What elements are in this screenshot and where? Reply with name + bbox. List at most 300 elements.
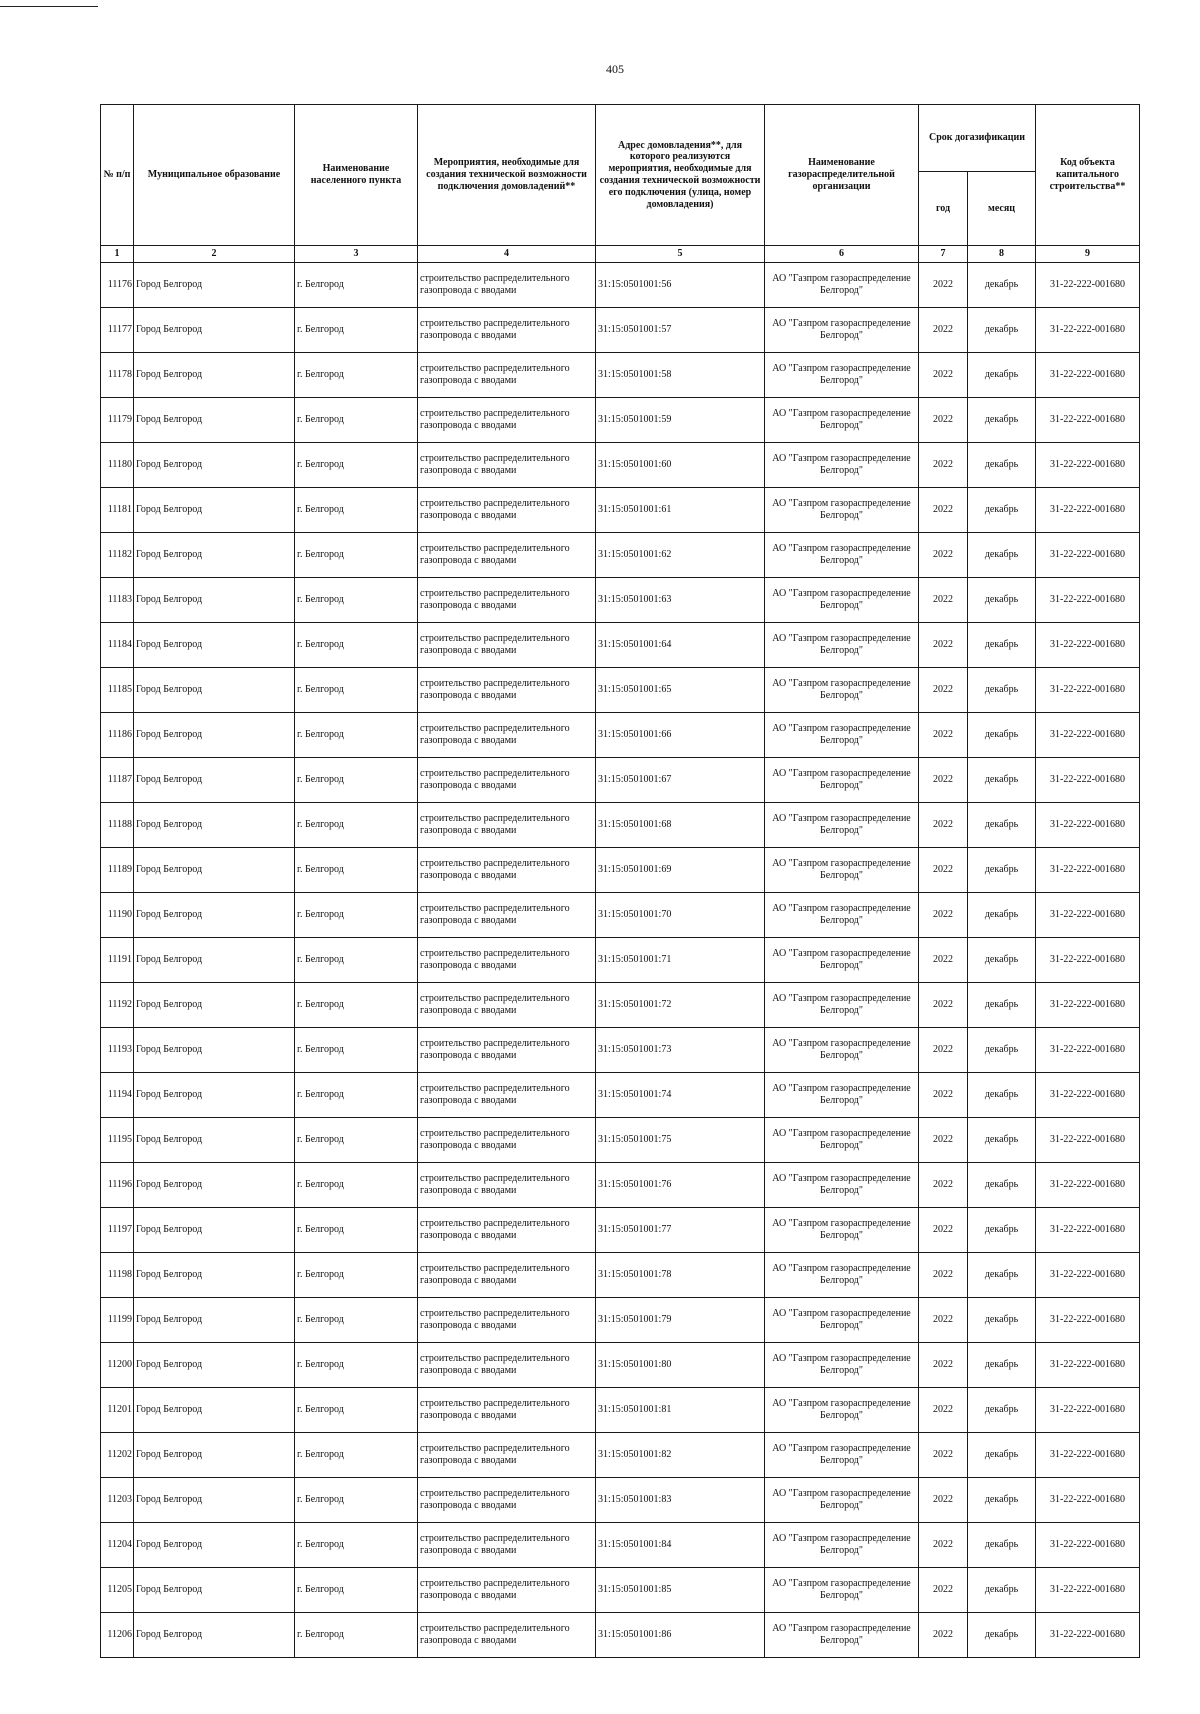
municipality-cell: Город Белгород <box>134 1028 295 1073</box>
municipality-cell: Город Белгород <box>134 893 295 938</box>
municipality-cell: Город Белгород <box>134 1118 295 1163</box>
header-num: № п/п <box>101 105 134 246</box>
organization-cell: АО "Газпром газораспределение Белгород" <box>765 758 919 803</box>
settlement-cell: г. Белгород <box>295 1568 418 1613</box>
column-number: 6 <box>765 246 919 263</box>
address-cell: 31:15:0501001:77 <box>596 1208 765 1253</box>
measures-cell: строительство распределительного газопровода с вводами <box>418 668 596 713</box>
measures-cell: строительство распределительного газопровода с вводами <box>418 398 596 443</box>
settlement-cell: г. Белгород <box>295 983 418 1028</box>
municipality-cell: Город Белгород <box>134 1523 295 1568</box>
code-cell: 31-22-222-001680 <box>1036 1433 1140 1478</box>
municipality-cell: Город Белгород <box>134 398 295 443</box>
settlement-cell: г. Белгород <box>295 623 418 668</box>
address-cell: 31:15:0501001:62 <box>596 533 765 578</box>
year-cell: 2022 <box>919 623 968 668</box>
settlement-cell: г. Белгород <box>295 398 418 443</box>
column-number: 5 <box>596 246 765 263</box>
address-cell: 31:15:0501001:68 <box>596 803 765 848</box>
table-row <box>101 1208 1140 1253</box>
year-cell: 2022 <box>919 758 968 803</box>
row-number: 11194 <box>101 1073 134 1118</box>
month-cell: декабрь <box>968 1568 1036 1613</box>
year-cell: 2022 <box>919 578 968 623</box>
month-cell: декабрь <box>968 533 1036 578</box>
municipality-cell: Город Белгород <box>134 758 295 803</box>
table-row <box>101 623 1140 668</box>
address-cell: 31:15:0501001:84 <box>596 1523 765 1568</box>
page-number: 405 <box>606 62 624 76</box>
address-cell: 31:15:0501001:71 <box>596 938 765 983</box>
organization-cell: АО "Газпром газораспределение Белгород" <box>765 1613 919 1658</box>
municipality-cell: Город Белгород <box>134 803 295 848</box>
organization-cell: АО "Газпром газораспределение Белгород" <box>765 983 919 1028</box>
table-body <box>101 263 1140 1658</box>
municipality-cell: Город Белгород <box>134 1163 295 1208</box>
code-cell: 31-22-222-001680 <box>1036 803 1140 848</box>
code-cell: 31-22-222-001680 <box>1036 353 1140 398</box>
measures-cell: строительство распределительного газопровода с вводами <box>418 893 596 938</box>
code-cell: 31-22-222-001680 <box>1036 1523 1140 1568</box>
row-number: 11199 <box>101 1298 134 1343</box>
month-cell: декабрь <box>968 353 1036 398</box>
code-cell: 31-22-222-001680 <box>1036 758 1140 803</box>
code-cell: 31-22-222-001680 <box>1036 1208 1140 1253</box>
table-row <box>101 1523 1140 1568</box>
measures-cell: строительство распределительного газопровода с вводами <box>418 1433 596 1478</box>
organization-cell: АО "Газпром газораспределение Белгород" <box>765 1163 919 1208</box>
year-cell: 2022 <box>919 848 968 893</box>
settlement-cell: г. Белгород <box>295 1028 418 1073</box>
row-number: 11201 <box>101 1388 134 1433</box>
year-cell: 2022 <box>919 983 968 1028</box>
municipality-cell: Город Белгород <box>134 578 295 623</box>
table-row <box>101 668 1140 713</box>
row-number: 11204 <box>101 1523 134 1568</box>
settlement-cell: г. Белгород <box>295 1478 418 1523</box>
organization-cell: АО "Газпром газораспределение Белгород" <box>765 578 919 623</box>
row-number: 11183 <box>101 578 134 623</box>
municipality-cell: Город Белгород <box>134 488 295 533</box>
measures-cell: строительство распределительного газопровода с вводами <box>418 1568 596 1613</box>
year-cell: 2022 <box>919 938 968 983</box>
header-settlement: Наименование населенного пункта <box>295 105 418 246</box>
municipality-cell: Город Белгород <box>134 1388 295 1433</box>
address-cell: 31:15:0501001:79 <box>596 1298 765 1343</box>
year-cell: 2022 <box>919 1613 968 1658</box>
municipality-cell: Город Белгород <box>134 713 295 758</box>
measures-cell: строительство распределительного газопровода с вводами <box>418 803 596 848</box>
measures-cell: строительство распределительного газопровода с вводами <box>418 623 596 668</box>
municipality-cell: Город Белгород <box>134 983 295 1028</box>
column-number: 1 <box>101 246 134 263</box>
month-cell: декабрь <box>968 1163 1036 1208</box>
settlement-cell: г. Белгород <box>295 938 418 983</box>
measures-cell: строительство распределительного газопровода с вводами <box>418 1253 596 1298</box>
municipality-cell: Город Белгород <box>134 1613 295 1658</box>
organization-cell: АО "Газпром газораспределение Белгород" <box>765 1388 919 1433</box>
organization-cell: АО "Газпром газораспределение Белгород" <box>765 1208 919 1253</box>
measures-cell: строительство распределительного газопровода с вводами <box>418 983 596 1028</box>
year-cell: 2022 <box>919 1118 968 1163</box>
organization-cell: АО "Газпром газораспределение Белгород" <box>765 1118 919 1163</box>
measures-cell: строительство распределительного газопровода с вводами <box>418 578 596 623</box>
table-row <box>101 443 1140 488</box>
measures-cell: строительство распределительного газопровода с вводами <box>418 713 596 758</box>
code-cell: 31-22-222-001680 <box>1036 983 1140 1028</box>
table-row <box>101 983 1140 1028</box>
address-cell: 31:15:0501001:76 <box>596 1163 765 1208</box>
municipality-cell: Город Белгород <box>134 263 295 308</box>
measures-cell: строительство распределительного газопровода с вводами <box>418 1028 596 1073</box>
column-number: 9 <box>1036 246 1140 263</box>
table-row <box>101 1163 1140 1208</box>
row-number: 11200 <box>101 1343 134 1388</box>
organization-cell: АО "Газпром газораспределение Белгород" <box>765 398 919 443</box>
row-number: 11197 <box>101 1208 134 1253</box>
settlement-cell: г. Белгород <box>295 1208 418 1253</box>
settlement-cell: г. Белгород <box>295 1253 418 1298</box>
organization-cell: АО "Газпром газораспределение Белгород" <box>765 1568 919 1613</box>
table-row <box>101 758 1140 803</box>
year-cell: 2022 <box>919 398 968 443</box>
column-number: 8 <box>968 246 1036 263</box>
table-row <box>101 533 1140 578</box>
month-cell: декабрь <box>968 398 1036 443</box>
address-cell: 31:15:0501001:65 <box>596 668 765 713</box>
table-row <box>101 848 1140 893</box>
settlement-cell: г. Белгород <box>295 578 418 623</box>
row-number: 11203 <box>101 1478 134 1523</box>
municipality-cell: Город Белгород <box>134 938 295 983</box>
year-cell: 2022 <box>919 1523 968 1568</box>
header-code: Код объекта капитального строительства** <box>1036 105 1140 246</box>
organization-cell: АО "Газпром газораспределение Белгород" <box>765 1433 919 1478</box>
measures-cell: строительство распределительного газопровода с вводами <box>418 1298 596 1343</box>
year-cell: 2022 <box>919 803 968 848</box>
municipality-cell: Город Белгород <box>134 1253 295 1298</box>
year-cell: 2022 <box>919 1298 968 1343</box>
address-cell: 31:15:0501001:58 <box>596 353 765 398</box>
organization-cell: АО "Газпром газораспределение Белгород" <box>765 533 919 578</box>
code-cell: 31-22-222-001680 <box>1036 533 1140 578</box>
code-cell: 31-22-222-001680 <box>1036 1388 1140 1433</box>
year-cell: 2022 <box>919 1568 968 1613</box>
row-number: 11177 <box>101 308 134 353</box>
column-number: 3 <box>295 246 418 263</box>
organization-cell: АО "Газпром газораспределение Белгород" <box>765 713 919 758</box>
year-cell: 2022 <box>919 1253 968 1298</box>
measures-cell: строительство распределительного газопровода с вводами <box>418 1208 596 1253</box>
code-cell: 31-22-222-001680 <box>1036 308 1140 353</box>
organization-cell: АО "Газпром газораспределение Белгород" <box>765 308 919 353</box>
code-cell: 31-22-222-001680 <box>1036 1253 1140 1298</box>
address-cell: 31:15:0501001:56 <box>596 263 765 308</box>
year-cell: 2022 <box>919 533 968 578</box>
month-cell: декабрь <box>968 1523 1036 1568</box>
settlement-cell: г. Белгород <box>295 668 418 713</box>
municipality-cell: Город Белгород <box>134 623 295 668</box>
month-cell: декабрь <box>968 1118 1036 1163</box>
row-number: 11206 <box>101 1613 134 1658</box>
address-cell: 31:15:0501001:57 <box>596 308 765 353</box>
header-address: Адрес домовладения**, для которого реализуются мероприятия, необходимые для создания технической возможности его подключения (улица, номер домовладения) <box>596 105 765 246</box>
organization-cell: АО "Газпром газораспределение Белгород" <box>765 263 919 308</box>
top-rule <box>0 6 98 7</box>
organization-cell: АО "Газпром газораспределение Белгород" <box>765 938 919 983</box>
row-number: 11202 <box>101 1433 134 1478</box>
row-number: 11185 <box>101 668 134 713</box>
year-cell: 2022 <box>919 1163 968 1208</box>
organization-cell: АО "Газпром газораспределение Белгород" <box>765 488 919 533</box>
municipality-cell: Город Белгород <box>134 1568 295 1613</box>
organization-cell: АО "Газпром газораспределение Белгород" <box>765 1253 919 1298</box>
month-cell: декабрь <box>968 1433 1036 1478</box>
table-row <box>101 488 1140 533</box>
municipality-cell: Город Белгород <box>134 353 295 398</box>
column-number: 4 <box>418 246 596 263</box>
month-cell: декабрь <box>968 1208 1036 1253</box>
row-number: 11186 <box>101 713 134 758</box>
measures-cell: строительство распределительного газопровода с вводами <box>418 443 596 488</box>
settlement-cell: г. Белгород <box>295 1163 418 1208</box>
municipality-cell: Город Белгород <box>134 848 295 893</box>
header-municipality: Муниципальное образование <box>134 105 295 246</box>
table-row <box>101 1478 1140 1523</box>
code-cell: 31-22-222-001680 <box>1036 1118 1140 1163</box>
measures-cell: строительство распределительного газопровода с вводами <box>418 1073 596 1118</box>
month-cell: декабрь <box>968 263 1036 308</box>
table-row <box>101 803 1140 848</box>
address-cell: 31:15:0501001:80 <box>596 1343 765 1388</box>
municipality-cell: Город Белгород <box>134 1343 295 1388</box>
address-cell: 31:15:0501001:75 <box>596 1118 765 1163</box>
row-number: 11189 <box>101 848 134 893</box>
month-cell: декабрь <box>968 1073 1036 1118</box>
month-cell: декабрь <box>968 1298 1036 1343</box>
settlement-cell: г. Белгород <box>295 713 418 758</box>
code-cell: 31-22-222-001680 <box>1036 623 1140 668</box>
measures-cell: строительство распределительного газопровода с вводами <box>418 1523 596 1568</box>
row-number: 11198 <box>101 1253 134 1298</box>
municipality-cell: Город Белгород <box>134 1208 295 1253</box>
year-cell: 2022 <box>919 488 968 533</box>
settlement-cell: г. Белгород <box>295 758 418 803</box>
organization-cell: АО "Газпром газораспределение Белгород" <box>765 1343 919 1388</box>
table-row <box>101 938 1140 983</box>
measures-cell: строительство распределительного газопровода с вводами <box>418 1163 596 1208</box>
row-number: 11184 <box>101 623 134 668</box>
municipality-cell: Город Белгород <box>134 443 295 488</box>
year-cell: 2022 <box>919 893 968 938</box>
month-cell: декабрь <box>968 758 1036 803</box>
municipality-cell: Город Белгород <box>134 308 295 353</box>
address-cell: 31:15:0501001:83 <box>596 1478 765 1523</box>
code-cell: 31-22-222-001680 <box>1036 488 1140 533</box>
year-cell: 2022 <box>919 668 968 713</box>
address-cell: 31:15:0501001:61 <box>596 488 765 533</box>
table-row <box>101 1073 1140 1118</box>
table-row <box>101 308 1140 353</box>
code-cell: 31-22-222-001680 <box>1036 1298 1140 1343</box>
organization-cell: АО "Газпром газораспределение Белгород" <box>765 1073 919 1118</box>
code-cell: 31-22-222-001680 <box>1036 1163 1140 1208</box>
row-number: 11205 <box>101 1568 134 1613</box>
month-cell: декабрь <box>968 1253 1036 1298</box>
code-cell: 31-22-222-001680 <box>1036 1073 1140 1118</box>
code-cell: 31-22-222-001680 <box>1036 713 1140 758</box>
settlement-cell: г. Белгород <box>295 1523 418 1568</box>
municipality-cell: Город Белгород <box>134 533 295 578</box>
month-cell: декабрь <box>968 1343 1036 1388</box>
row-number: 11192 <box>101 983 134 1028</box>
table-row <box>101 398 1140 443</box>
month-cell: декабрь <box>968 578 1036 623</box>
settlement-cell: г. Белгород <box>295 1613 418 1658</box>
settlement-cell: г. Белгород <box>295 488 418 533</box>
organization-cell: АО "Газпром газораспределение Белгород" <box>765 803 919 848</box>
month-cell: декабрь <box>968 1388 1036 1433</box>
month-cell: декабрь <box>968 893 1036 938</box>
table-row <box>101 263 1140 308</box>
address-cell: 31:15:0501001:64 <box>596 623 765 668</box>
code-cell: 31-22-222-001680 <box>1036 668 1140 713</box>
measures-cell: строительство распределительного газопровода с вводами <box>418 758 596 803</box>
month-cell: декабрь <box>968 848 1036 893</box>
table-row <box>101 1343 1140 1388</box>
code-cell: 31-22-222-001680 <box>1036 398 1140 443</box>
column-number: 2 <box>134 246 295 263</box>
row-number: 11187 <box>101 758 134 803</box>
header-organization: Наименование газораспределительной организации <box>765 105 919 246</box>
month-cell: декабрь <box>968 623 1036 668</box>
header-measures: Мероприятия, необходимые для создания технической возможности подключения домовладений** <box>418 105 596 246</box>
code-cell: 31-22-222-001680 <box>1036 848 1140 893</box>
organization-cell: АО "Газпром газораспределение Белгород" <box>765 1478 919 1523</box>
settlement-cell: г. Белгород <box>295 1433 418 1478</box>
settlement-cell: г. Белгород <box>295 308 418 353</box>
header-term: Срок догазификации <box>919 105 1036 172</box>
row-number: 11196 <box>101 1163 134 1208</box>
municipality-cell: Город Белгород <box>134 1298 295 1343</box>
table-row <box>101 1253 1140 1298</box>
measures-cell: строительство распределительного газопровода с вводами <box>418 1478 596 1523</box>
organization-cell: АО "Газпром газораспределение Белгород" <box>765 443 919 488</box>
month-cell: декабрь <box>968 443 1036 488</box>
table-row <box>101 1613 1140 1658</box>
code-cell: 31-22-222-001680 <box>1036 938 1140 983</box>
address-cell: 31:15:0501001:86 <box>596 1613 765 1658</box>
measures-cell: строительство распределительного газопровода с вводами <box>418 308 596 353</box>
measures-cell: строительство распределительного газопровода с вводами <box>418 1388 596 1433</box>
measures-cell: строительство распределительного газопровода с вводами <box>418 353 596 398</box>
header-month: месяц <box>968 172 1036 246</box>
row-number: 11181 <box>101 488 134 533</box>
organization-cell: АО "Газпром газораспределение Белгород" <box>765 668 919 713</box>
row-number: 11191 <box>101 938 134 983</box>
address-cell: 31:15:0501001:73 <box>596 1028 765 1073</box>
measures-cell: строительство распределительного газопровода с вводами <box>418 1118 596 1163</box>
organization-cell: АО "Газпром газораспределение Белгород" <box>765 1523 919 1568</box>
settlement-cell: г. Белгород <box>295 1073 418 1118</box>
address-cell: 31:15:0501001:59 <box>596 398 765 443</box>
year-cell: 2022 <box>919 1388 968 1433</box>
year-cell: 2022 <box>919 713 968 758</box>
address-cell: 31:15:0501001:85 <box>596 1568 765 1613</box>
code-cell: 31-22-222-001680 <box>1036 893 1140 938</box>
settlement-cell: г. Белгород <box>295 533 418 578</box>
address-cell: 31:15:0501001:82 <box>596 1433 765 1478</box>
organization-cell: АО "Газпром газораспределение Белгород" <box>765 353 919 398</box>
row-number: 11179 <box>101 398 134 443</box>
table-row <box>101 1298 1140 1343</box>
year-cell: 2022 <box>919 1343 968 1388</box>
measures-cell: строительство распределительного газопровода с вводами <box>418 938 596 983</box>
year-cell: 2022 <box>919 308 968 353</box>
table-row <box>101 713 1140 758</box>
address-cell: 31:15:0501001:63 <box>596 578 765 623</box>
month-cell: декабрь <box>968 983 1036 1028</box>
row-number: 11176 <box>101 263 134 308</box>
month-cell: декабрь <box>968 1478 1036 1523</box>
table-row <box>101 1028 1140 1073</box>
settlement-cell: г. Белгород <box>295 353 418 398</box>
measures-cell: строительство распределительного газопровода с вводами <box>418 488 596 533</box>
row-number: 11188 <box>101 803 134 848</box>
table-row <box>101 353 1140 398</box>
address-cell: 31:15:0501001:60 <box>596 443 765 488</box>
organization-cell: АО "Газпром газораспределение Белгород" <box>765 893 919 938</box>
code-cell: 31-22-222-001680 <box>1036 1568 1140 1613</box>
measures-cell: строительство распределительного газопровода с вводами <box>418 533 596 578</box>
month-cell: декабрь <box>968 1613 1036 1658</box>
code-cell: 31-22-222-001680 <box>1036 1478 1140 1523</box>
year-cell: 2022 <box>919 1478 968 1523</box>
settlement-cell: г. Белгород <box>295 443 418 488</box>
row-number: 11195 <box>101 1118 134 1163</box>
address-cell: 31:15:0501001:69 <box>596 848 765 893</box>
address-cell: 31:15:0501001:78 <box>596 1253 765 1298</box>
gasification-table <box>100 104 1140 1658</box>
year-cell: 2022 <box>919 263 968 308</box>
code-cell: 31-22-222-001680 <box>1036 443 1140 488</box>
column-number: 7 <box>919 246 968 263</box>
settlement-cell: г. Белгород <box>295 848 418 893</box>
month-cell: декабрь <box>968 488 1036 533</box>
measures-cell: строительство распределительного газопровода с вводами <box>418 263 596 308</box>
table-row <box>101 1118 1140 1163</box>
table-row <box>101 1388 1140 1433</box>
measures-cell: строительство распределительного газопровода с вводами <box>418 1343 596 1388</box>
municipality-cell: Город Белгород <box>134 1073 295 1118</box>
year-cell: 2022 <box>919 1208 968 1253</box>
settlement-cell: г. Белгород <box>295 1343 418 1388</box>
month-cell: декабрь <box>968 1028 1036 1073</box>
settlement-cell: г. Белгород <box>295 893 418 938</box>
address-cell: 31:15:0501001:72 <box>596 983 765 1028</box>
year-cell: 2022 <box>919 443 968 488</box>
address-cell: 31:15:0501001:67 <box>596 758 765 803</box>
code-cell: 31-22-222-001680 <box>1036 263 1140 308</box>
table-row <box>101 1433 1140 1478</box>
month-cell: декабрь <box>968 668 1036 713</box>
row-number: 11193 <box>101 1028 134 1073</box>
settlement-cell: г. Белгород <box>295 263 418 308</box>
address-cell: 31:15:0501001:70 <box>596 893 765 938</box>
month-cell: декабрь <box>968 803 1036 848</box>
table-row <box>101 578 1140 623</box>
address-cell: 31:15:0501001:81 <box>596 1388 765 1433</box>
